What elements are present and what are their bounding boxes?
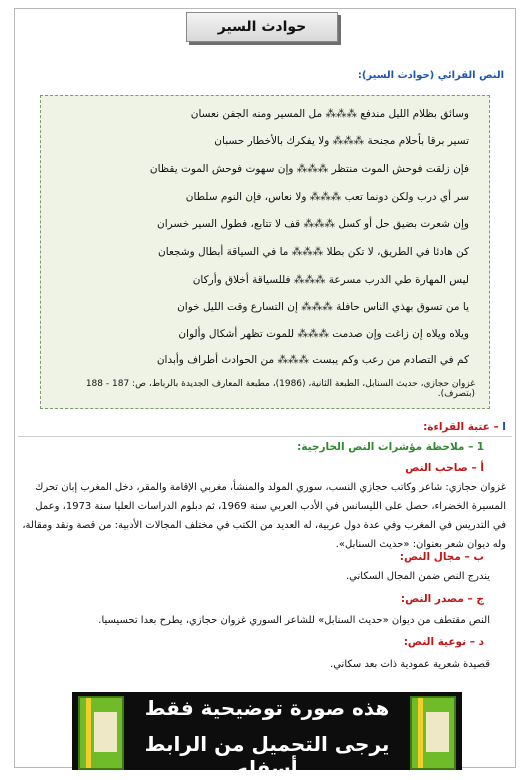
poem-line: ويلاه ويلاه إن زاغت وإن صدمت ⁂⁂⁂ للموت تظهر أشكال وألوان: [178, 328, 469, 340]
poem-line: كم في التصادم من رعب وكم يبست ⁂⁂⁂ من الحوادث أطراف وأبدان: [156, 354, 469, 366]
domain-paragraph: يندرج النص ضمن المجال السكاني.: [345, 571, 490, 582]
source-paragraph: النص مقتطف من ديوان «حديث السنابل» للشاعر السوري غزوان حجازي، يطرح بعدا تحسيسيا.: [98, 615, 490, 626]
section-number: I: [502, 421, 506, 433]
poem-line: كن هادئا في الطريق، لا تكن بطلا ⁂⁂⁂ ما في السياقة أبطال وشجعان: [158, 246, 469, 258]
poem-line: ليس المهارة طي الدرب مسرعة ⁂⁂⁂ فللسياقة أخلاق وأركان: [192, 274, 469, 286]
page-title: حوادث السير: [186, 12, 338, 42]
section-title: – عتبة القراءة:: [423, 421, 499, 433]
intro-label: النص القرائي (حوادث السير):: [357, 70, 504, 81]
domain-heading: ب – مجال النص:: [399, 551, 484, 563]
source-heading: ج – مصدر النص:: [400, 593, 484, 605]
preview-banner: [72, 692, 462, 780]
banner-line: هذه صورة توضيحية فقط: [144, 696, 390, 720]
type-paragraph: قصيدة شعرية عمودية ذات بعد سكاني.: [330, 659, 490, 670]
poem-line: تسير برقا بأحلام مجنحة ⁂⁂⁂ ولا يفكرك بالأخطار حسبان: [214, 135, 469, 147]
author-paragraph: غزوان حجازي: شاعر وكاتب حجازي النسب، سوري المولد والمنشأ، مغربي الإقامة والمقر، دخل المغرب إبان تحرك المسيرة الخضراء، حصل على الليسانس في الأدب العربي سنة 1969، ثم دبلوم الدراسات العليا سنة 1973، وعمل في التدريس في المغرب وفي عدة دول عربية، له العديد من الكتب في مختلف المجالات الأدبية: من قصة ونقد ومقالة، وله ديوان شعر بعنوان: «حديث السنابل».: [22, 482, 506, 550]
book-icon: [410, 696, 456, 770]
subsection-title: – ملاحظة مؤشرات النص الخارجية:: [297, 441, 474, 453]
poem-line: وإن شعرت بضيق حل أو كسل ⁂⁂⁂ قف لا تتابع، فطول السير خسران: [157, 218, 469, 230]
subsection-heading: [297, 441, 484, 453]
poem-line: يا من تسوق بهذي الناس حافلة ⁂⁂⁂ إن التسارع وقت الليل خوان: [177, 301, 469, 313]
poem-line: سر أي درب ولكن دونما تعب ⁂⁂⁂ ولا نعاس، فإن النوم سلطان: [185, 191, 469, 203]
poem-line: فإن زلقت فوحش الموت منتظر ⁂⁂⁂ وإن سهوت فوحش الموت يقظان: [149, 163, 469, 175]
type-heading: د – نوعية النص:: [403, 636, 484, 648]
poem-source: غزوان حجازي، حديث السنابل، الطبعة الثانية، (1986)، مطبعة المعارف الجديدة بالرباط، ص: 187 - 188 (بتصرف).: [85, 379, 475, 399]
divider: [18, 436, 512, 437]
poem-line: وسائق بظلام الليل مندفع ⁂⁂⁂ مل المسير ومنه الجفن نعسان: [190, 108, 469, 120]
banner-line: يرجى التحميل من الرابط أسفله: [144, 732, 390, 780]
poem-box: [40, 95, 490, 409]
author-heading: أ – صاحب النص: [405, 462, 484, 474]
subsection-number: 1: [476, 441, 484, 453]
book-icon: [78, 696, 124, 770]
section-heading: [423, 421, 506, 433]
